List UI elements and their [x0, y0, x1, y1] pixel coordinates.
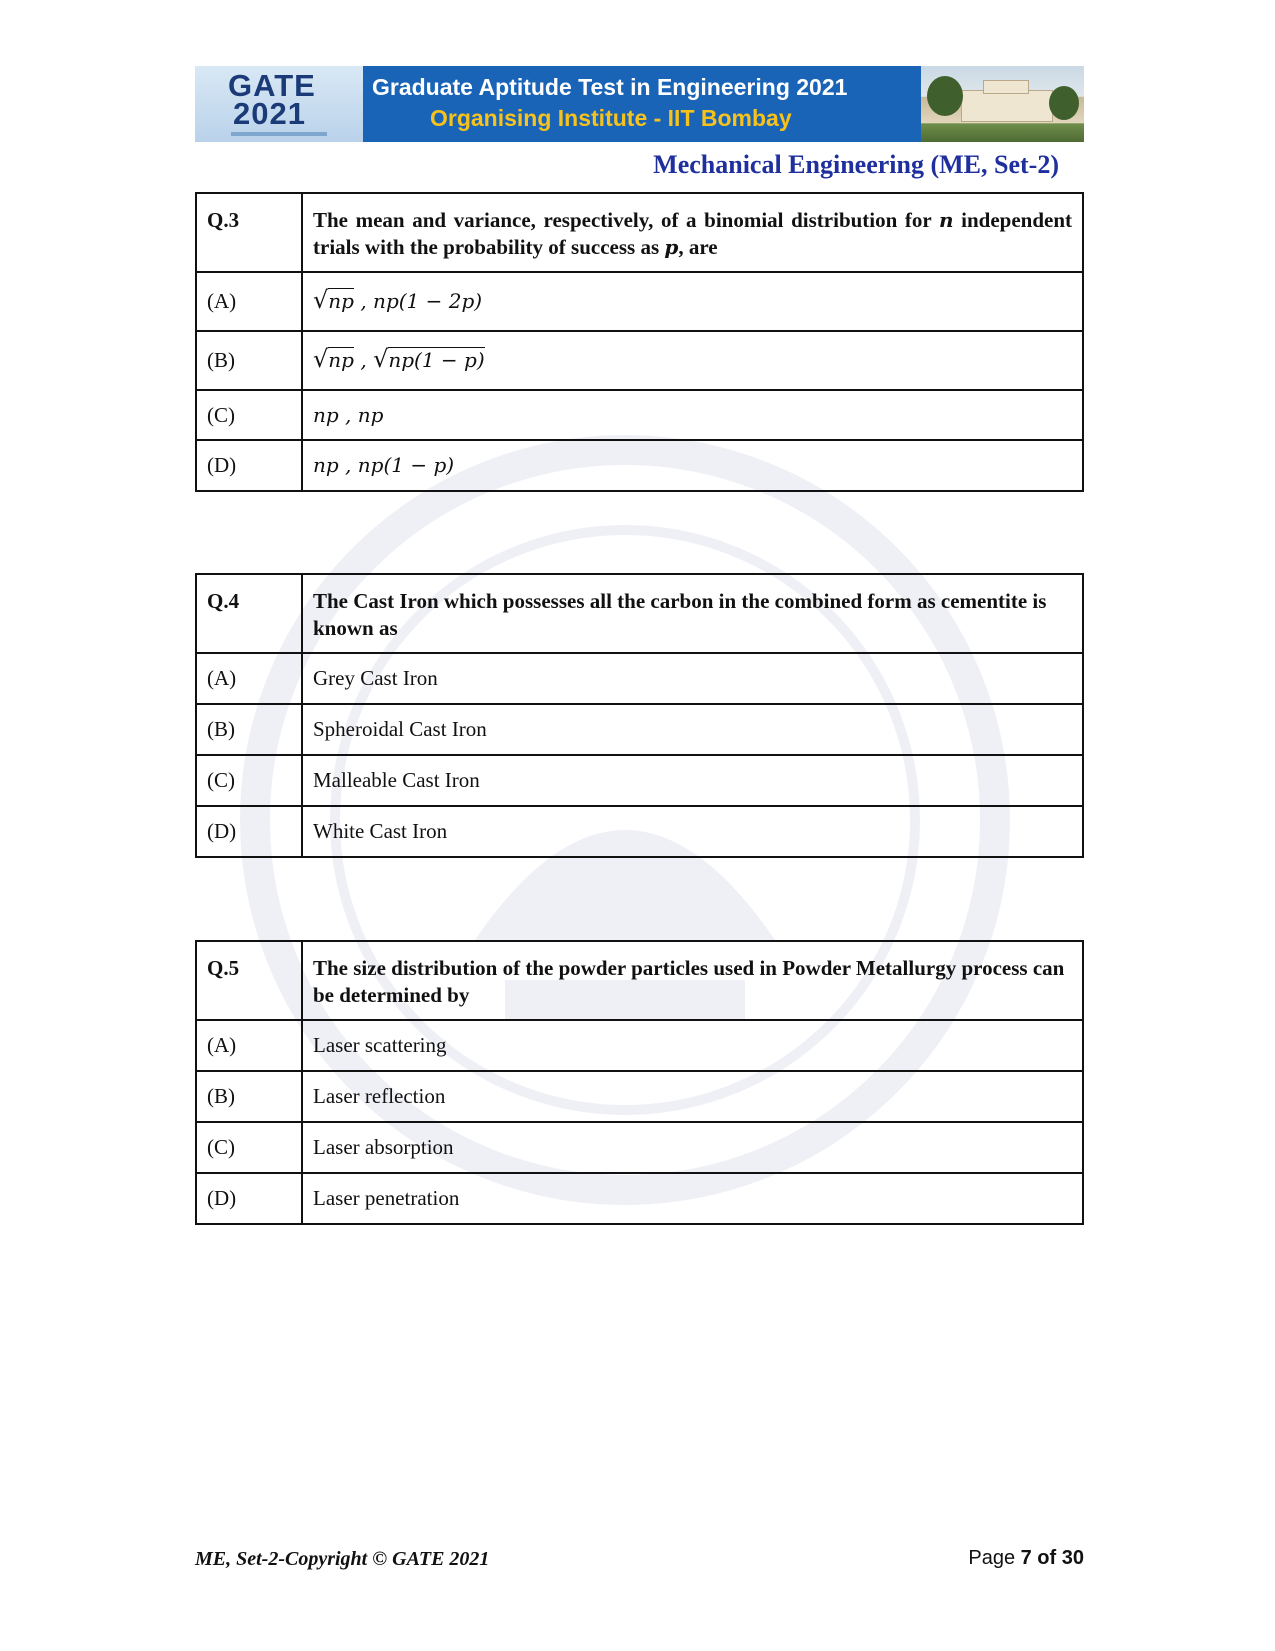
question-text-part: independent trials with the probability of success as [313, 208, 1072, 259]
option-text: Grey Cast Iron [302, 653, 1083, 704]
variable-p: p [664, 235, 679, 259]
option-text: Laser absorption [302, 1122, 1083, 1173]
option-label: (A) [196, 1020, 302, 1071]
banner-title: Graduate Aptitude Test in Engineering 2021 [372, 74, 848, 100]
option-text: Laser penetration [302, 1173, 1083, 1224]
option-row [196, 704, 1083, 755]
option-row [196, 1173, 1083, 1224]
question-number: Q.3 [196, 193, 302, 272]
option-text: Spheroidal Cast Iron [302, 704, 1083, 755]
exam-banner [195, 66, 1084, 142]
option-separator: , [360, 348, 367, 372]
option-row [196, 331, 1083, 390]
banner-organiser: Organising Institute - IIT Bombay [430, 105, 792, 131]
tree-shape [927, 76, 963, 116]
option-text: Laser reflection [302, 1071, 1083, 1122]
question-text: The Cast Iron which possesses all the carbon in the combined form as cementite is known as [302, 574, 1083, 653]
option-label: (C) [196, 755, 302, 806]
square-root: √ np [313, 345, 354, 373]
option-label: (A) [196, 272, 302, 331]
option-label: (C) [196, 1122, 302, 1173]
logo-underline [231, 132, 327, 136]
page-current: 7 [1020, 1547, 1032, 1569]
page-prefix: Page [968, 1547, 1021, 1569]
option-row [196, 1071, 1083, 1122]
question-text [302, 193, 1083, 272]
option-label: (C) [196, 390, 302, 440]
option-text [302, 272, 1083, 331]
building-top-shape [983, 80, 1029, 94]
option-row [196, 1122, 1083, 1173]
tree-shape [1049, 86, 1079, 120]
radicand: np [328, 289, 354, 313]
option-row [196, 1020, 1083, 1071]
question-text-part: The mean and variance, respectively, of a binomial distribution for [313, 208, 939, 232]
option-label: (B) [196, 331, 302, 390]
option-row [196, 272, 1083, 331]
question-number: Q.4 [196, 574, 302, 653]
option-text [302, 390, 1083, 440]
question-row [196, 574, 1083, 653]
option-label: (D) [196, 440, 302, 491]
question-text-part: , are [678, 235, 718, 259]
square-root: √ np(1 − p) [373, 345, 485, 373]
option-text [302, 331, 1083, 390]
option-label: (D) [196, 1173, 302, 1224]
question-row [196, 193, 1083, 272]
logo-year: 2021 [233, 96, 306, 131]
option-label: (B) [196, 704, 302, 755]
option-text: Malleable Cast Iron [302, 755, 1083, 806]
copyright-footer: ME, Set-2-Copyright © GATE 2021 [195, 1548, 490, 1570]
question-number: Q.5 [196, 941, 302, 1020]
option-expression: np , np [313, 402, 384, 427]
option-expression: , np(1 − 2p) [360, 289, 483, 313]
option-text [302, 440, 1083, 491]
question-table-q4 [195, 573, 1084, 858]
page-suffix: of 30 [1031, 1547, 1084, 1569]
variable-n: n [938, 208, 954, 232]
option-row [196, 755, 1083, 806]
question-row [196, 941, 1083, 1020]
gate-logo [195, 66, 363, 142]
option-row [196, 806, 1083, 857]
option-text: White Cast Iron [302, 806, 1083, 857]
page-number [968, 1547, 1084, 1570]
question-text: The size distribution of the powder particles used in Powder Metallurgy process can be determined by [302, 941, 1083, 1020]
option-row [196, 390, 1083, 440]
option-expression: np , np(1 − p) [313, 453, 455, 477]
option-label: (D) [196, 806, 302, 857]
square-root: √ np [313, 286, 354, 314]
campus-photo [921, 66, 1084, 142]
radicand: np [328, 348, 354, 372]
option-label: (B) [196, 1071, 302, 1122]
question-table-q3 [195, 192, 1084, 492]
option-text: Laser scattering [302, 1020, 1083, 1071]
building-shape [961, 90, 1053, 122]
radicand: np(1 − p) [388, 348, 485, 372]
logo-word: GATE [228, 68, 316, 103]
question-table-q5 [195, 940, 1084, 1225]
option-label: (A) [196, 653, 302, 704]
subject-heading: Mechanical Engineering (ME, Set-2) [653, 150, 1059, 179]
option-row [196, 440, 1083, 491]
banner-title-block [363, 66, 921, 142]
option-row [196, 653, 1083, 704]
